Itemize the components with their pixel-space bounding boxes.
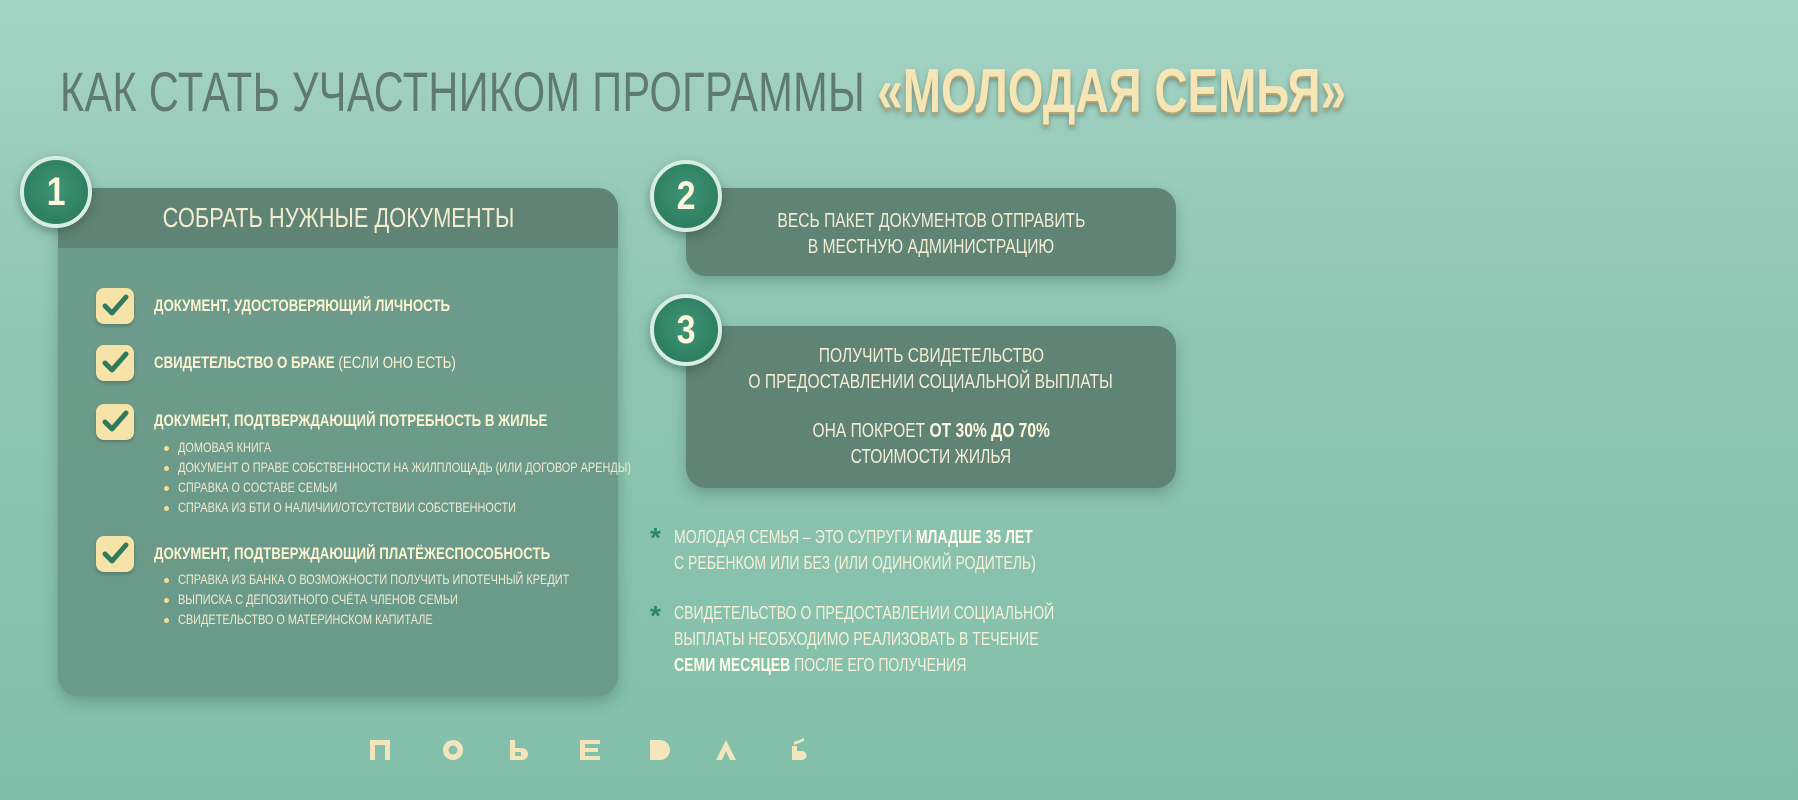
step3-line1: ПОЛУЧИТЬ СВИДЕТЕЛЬСТВО <box>818 345 1044 367</box>
list-item: ДОКУМЕНТ О ПРАВЕ СОБСТВЕННОСТИ НА ЖИЛПЛОЩАДЬ (ИЛИ ДОГОВОР АРЕНДЫ) <box>164 459 759 475</box>
check-icon <box>96 345 134 381</box>
page-title <box>60 56 1347 126</box>
pobeda-logo <box>370 736 870 762</box>
step1-item-2-title: СВИДЕТЕЛЬСТВО О БРАКЕ (ЕСЛИ ОНО ЕСТЬ) <box>154 353 456 372</box>
list-item: СПРАВКА О СОСТАВЕ СЕМЬИ <box>164 479 382 495</box>
step1-item-2-note: (ЕСЛИ ОНО ЕСТЬ) <box>338 353 456 372</box>
step1-item-3-title: ДОКУМЕНТ, ПОДТВЕРЖДАЮЩИЙ ПОТРЕБНОСТЬ В ЖИЛЬЕ <box>154 411 548 430</box>
list-item: СПРАВКА ИЗ БАНКА О ВОЗМОЖНОСТИ ПОЛУЧИТЬ ИПОТЕЧНЫЙ КРЕДИТ <box>164 571 680 587</box>
step3-number-badge: 3 <box>650 294 722 366</box>
step3-coverage: ОНА ПОКРОЕТ ОТ 30% ДО 70% <box>812 420 1050 442</box>
list-item: СПРАВКА ИЗ БТИ О НАЛИЧИИ/ОТСУТСТВИИ СОБСТВЕННОСТИ <box>164 499 611 515</box>
step1-heading: СОБРАТЬ НУЖНЫЕ ДОКУМЕНТЫ <box>162 202 514 233</box>
check-icon <box>96 404 134 440</box>
step2-number-badge: 2 <box>650 160 722 232</box>
note-young-family: МОЛОДАЯ СЕМЬЯ – ЭТО СУПРУГИ МЛАДШЕ 35 ЛЕТ С РЕБЕНКОМ ИЛИ БЕЗ (ИЛИ ОДИНОКИЙ РОДИТЕЛЬ) <box>674 527 1036 573</box>
list-item: ВЫПИСКА С ДЕПОЗИТНОГО СЧЁТА ЧЛЕНОВ СЕМЬИ <box>164 591 537 607</box>
note-certificate-term: СВИДЕТЕЛЬСТВО О ПРЕДОСТАВЛЕНИИ СОЦИАЛЬНОЙ ВЫПЛАТЫ НЕОБХОДИМО РЕАЛИЗОВАТЬ В ТЕЧЕНИЕ СЕМИ МЕСЯЦЕВ ПОСЛЕ ЕГО ПОЛУЧЕНИЯ <box>674 603 1055 675</box>
step2-line1: ВЕСЬ ПАКЕТ ДОКУМЕНТОВ ОТПРАВИТЬ <box>777 210 1085 232</box>
step3-line2: О ПРЕДОСТАВЛЕНИИ СОЦИАЛЬНОЙ ВЫПЛАТЫ <box>748 371 1114 393</box>
asterisk-icon: * <box>650 600 661 631</box>
list-item: ДОМОВАЯ КНИГА <box>164 439 297 455</box>
list-item: СВИДЕТЕЛЬСТВО О МАТЕРИНСКОМ КАПИТАЛЕ <box>164 611 505 627</box>
step2-line2: В МЕСТНУЮ АДМИНИСТРАЦИЮ <box>807 236 1055 258</box>
step1-number-badge: 1 <box>20 156 92 228</box>
check-icon <box>96 288 134 324</box>
asterisk-icon: * <box>650 522 661 553</box>
step1-panel <box>58 188 632 696</box>
check-icon <box>96 536 134 572</box>
title-accent: «МОЛОДАЯ СЕМЬЯ» <box>877 57 1347 126</box>
step3-panel <box>686 326 1176 488</box>
step3-line4: СТОИМОСТИ ЖИЛЬЯ <box>850 446 1012 468</box>
title-plain: КАК СТАТЬ УЧАСТНИКОМ ПРОГРАММЫ <box>60 60 866 123</box>
step1-item-1-title: ДОКУМЕНТ, УДОСТОВЕРЯЮЩИЙ ЛИЧНОСТЬ <box>154 296 451 315</box>
step2-panel <box>686 188 1176 276</box>
step1-item-4-title: ДОКУМЕНТ, ПОДТВЕРЖДАЮЩИЙ ПЛАТЁЖЕСПОСОБНОСТЬ <box>154 544 551 563</box>
